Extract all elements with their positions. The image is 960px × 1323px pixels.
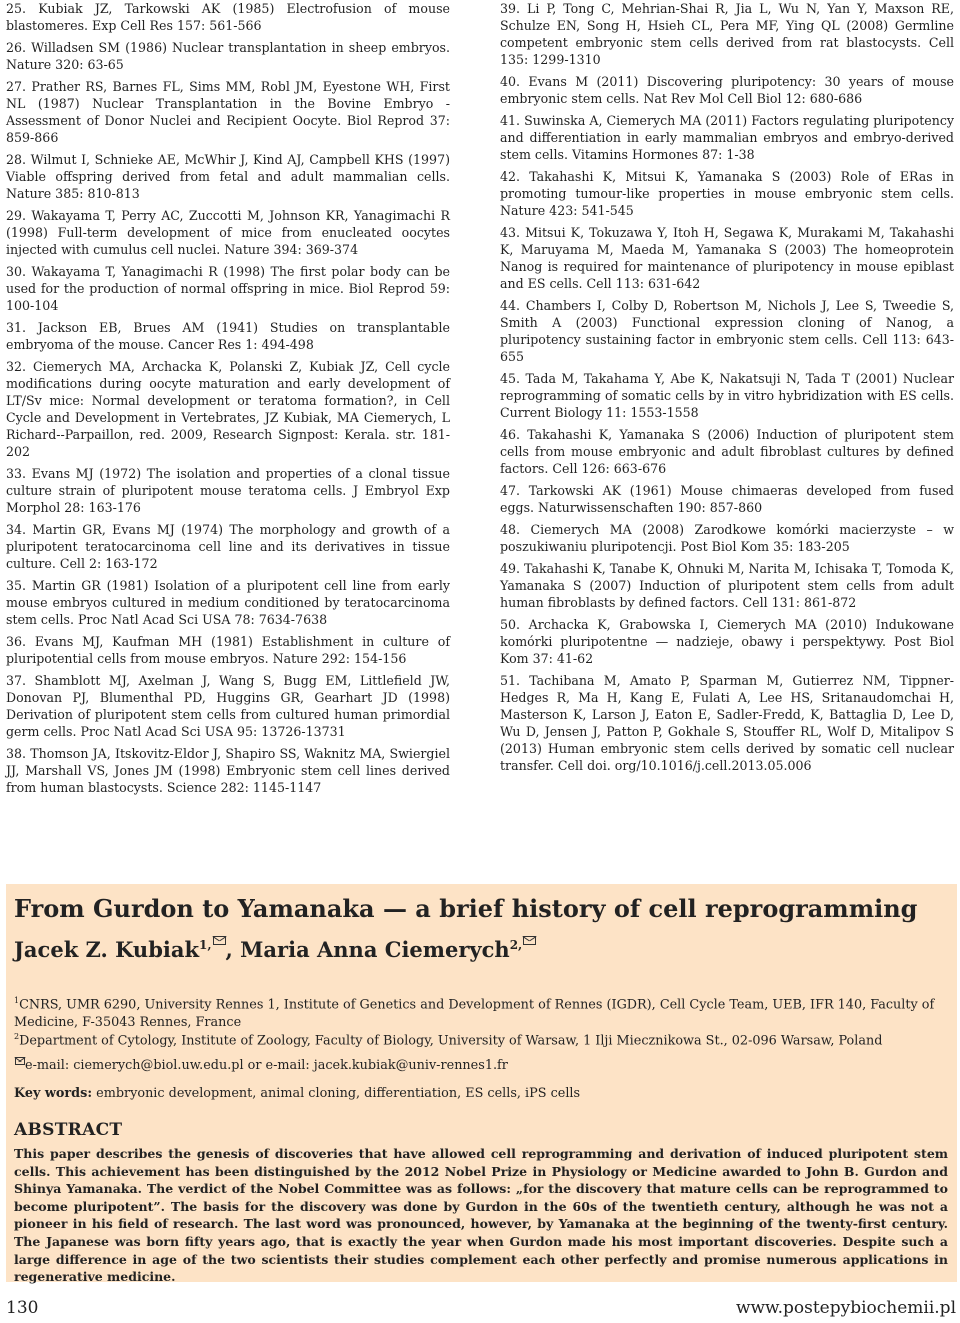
reference-item: 35. Martin GR (1981) Isolation of a pluripotent cell line from early mouse embryos cultured in medium conditioned by teratocarcinoma stem cells. Proc Natl Acad Sci USA 78: 7634-7638	[6, 578, 450, 627]
references-left-column	[6, 0, 450, 801]
article-title: From Gurdon to Yamanaka — a brief history of cell reprogramming	[14, 894, 918, 923]
reference-item: 51. Tachibana M, Amato P, Sparman M, Gutierrez NM, Tippner-Hedges R, Ma H, Kang E, Fulati A, Lee HS, Sritanaudomchai H, Masterson K, Larson J, Eaton E, Sadler-Fredd, K, Battaglia D, Lee D, Wu D, Jensen J, Patton P, Gokhale S, Stouffer RL, Wolf D, Mitalipov S (2013) Human embryonic stem cells derived by somatic cell nuclear transfer. Cell doi. org/10.1016/j.cell.2013.05.006	[500, 673, 954, 773]
reference-item: 41. Suwinska A, Ciemerych MA (2011) Factors regulating pluripotency and differentiation in early mammalian embryos and embryo-derived stem cells. Vitamins Hormones 87: 1-38	[500, 113, 954, 162]
affiliation-2: $^2$Department of Cytology, Institute of Zoology, Faculty of Biology, University of Warsaw, 1 Ilji Miecznikowa St., 02-096 Warsaw, Poland	[14, 1032, 883, 1049]
keywords-label: Key words:	[14, 1086, 93, 1101]
author-affiliation-marker: 2,	[509, 938, 523, 952]
author-separator: ,	[225, 937, 241, 962]
reference-item: 43. Mitsui K, Tokuzawa Y, Itoh H, Segawa K, Murakami M, Takahashi K, Maruyama M, Maeda M, Yamanaka S (2003) The homeoprotein Nanog is required for maintenance of pluripotency in mouse epiblast and ES cells. Cell 113: 631-642	[500, 225, 955, 291]
reference-item: 45. Tada M, Takahama Y, Abe K, Nakatsuji N, Tada T (2001) Nuclear reprogramming of somatic cells by in vitro hybridization with ES cells. Current Biology 11: 1553-1558	[500, 371, 954, 420]
reference-item: 44. Chambers I, Colby D, Robertson M, Nichols J, Lee S, Tweedie S, Smith A (2003) Functional expression cloning of Nanog, a pluripotency sustaining factor in embryonic stem cells. Cell 113: 643-655	[500, 298, 954, 364]
reference-item: 39. Li P, Tong C, Mehrian-Shai R, Jia L, Wu N, Yan Y, Maxson RE, Schulze EN, Song H, Hsieh CL, Pera MF, Ying QL (2008) Germline competent embryonic stem cells derived from rat blastocysts. Cell 135: 1299-1310	[500, 1, 954, 67]
reference-item: 34. Martin GR, Evans MJ (1974) The morphology and growth of a pluripotent teratocarcinoma cell line and its derivatives in tissue culture. Cell 2: 163-172	[6, 522, 450, 571]
author-name: Jacek Z. Kubiak	[14, 937, 200, 962]
email-line: e-mail: ciemerych@biol.uw.edu.pl or e-mail: jacek.kubiak@univ-rennes1.fr	[14, 1057, 944, 1075]
reference-item: 30. Wakayama T, Yanagimachi R (1998) The first polar body can be used for the production of normal offspring in mice. Biol Reprod 59: 100-104	[6, 264, 450, 313]
reference-item: 47. Tarkowski AK (1961) Mouse chimaeras developed from fused eggs. Naturwissenschaften 190: 857-860	[500, 483, 954, 515]
reference-item: 31. Jackson EB, Brues AM (1941) Studies on transplantable embryoma of the mouse. Cancer Res 1: 494-498	[6, 320, 450, 352]
keywords	[14, 1086, 580, 1101]
author-affiliation-marker: 1,	[199, 938, 212, 952]
reference-item: 49. Takahashi K, Tanabe K, Ohnuki M, Narita M, Ichisaka T, Tomoda K, Yamanaka S (2007) Induction of pluripotent stem cells from adult human fibroblasts by defined factors. Cell 131: 861-872	[500, 561, 954, 610]
reference-item: 28. Wilmut I, Schnieke AE, McWhir J, Kind AJ, Campbell KHS (1997) Viable offspring derived from fetal and adult mammalian cells. Nature 385: 810-813	[6, 152, 450, 201]
reference-item: 50. Archacka K, Grabowska I, Ciemerych MA (2010) Indukowane komórki pluripotentne — nadzieje, obawy i perspektywy. Post Biol Kom 37: 41-62	[500, 617, 954, 666]
envelope-icon	[523, 936, 536, 945]
reference-item: 29. Wakayama T, Perry AC, Zuccotti M, Johnson KR, Yanagimachi R (1998) Full-term development of mice from enucleated oocytes injected with cumulus cell nuclei. Nature 394: 369-374	[6, 208, 450, 257]
reference-item: 40. Evans M (2011) Discovering pluripotency: 30 years of mouse embryonic stem cells. Nat Rev Mol Cell Biol 12: 680-686	[500, 74, 954, 106]
article-header-box	[6, 884, 957, 1285]
reference-item: 26. Willadsen SM (1986) Nuclear transplantation in sheep embryos. Nature 320: 63-65	[6, 40, 450, 72]
page-number: 130	[6, 1298, 39, 1318]
reference-item: 25. Kubiak JZ, Tarkowski AK (1985) Electrofusion of mouse blastomeres. Exp Cell Res 157: 561-566	[6, 1, 450, 33]
reference-item: 36. Evans MJ, Kaufman MH (1981) Establishment in culture of pluripotential cells from mouse embryos. Nature 292: 154-156	[6, 634, 450, 666]
reference-item: 33. Evans MJ (1972) The isolation and properties of a clonal tissue culture strain of pluripotent mouse teratoma cells. J Embryol Exp Morphol 28: 163-176	[6, 466, 450, 515]
author-line	[14, 936, 536, 964]
reference-item: 27. Prather RS, Barnes FL, Sims MM, Robl JM, Eyestone WH, First NL (1987) Nuclear Transplantation in the Bovine Embryo - Assessment of Donor Nuclei and Recipient Oocyte. Biol Reprod 37: 859-866	[6, 79, 450, 145]
reference-item: 32. Ciemerych MA, Archacka K, Polanski Z, Kubiak JZ, Cell cycle modifications during oocyte maturation and early development of LT/Sv mice: Normal development or teratoma formation?, in Cell Cycle and Development in Vertebrates, JZ Kubiak, MA Ciemerych, L Richard--Parpaillon, red. 2009, Research Signpost: Kerala. str. 181-202	[6, 359, 450, 459]
reference-item: 37. Shamblott MJ, Axelman J, Wang S, Bugg EM, Littlefield JW, Donovan PJ, Blumenthal PD, Huggins GR, Gearhart JD (1998) Derivation of pluripotent stem cells from cultured human primordial germ cells. Proc Natl Acad Sci USA 95: 13726-13731	[6, 673, 450, 739]
keywords-text: embryonic development, animal cloning, differentiation, ES cells, iPS cells	[92, 1086, 581, 1101]
envelope-icon	[15, 1057, 25, 1065]
author-name: Maria Anna Ciemerych	[240, 937, 510, 962]
envelope-icon	[213, 936, 226, 945]
reference-item: 48. Ciemerych MA (2008) Zarodkowe komórki macierzyste – w poszukiwaniu pluripotencji. Post Biol Kom 35: 183-205	[500, 522, 954, 554]
abstract-text: This paper describes the genesis of discoveries that have allowed cell reprogramming and derivation of induced pluripotent stem cells. This achievement has been distinguished by the 2012 Nobel Prize in Physiology or Medicine awarded to John B. Gurdon and Shinya Yamanaka. The verdict of the Nobel Committee was as follows: „for the discovery that mature cells can be reprogrammed to become pluripotent”. The basis for the discovery was done by Gurdon in the 60s of the twentieth century, although he was not a pioneer in his field of research. The last word was pronounced, however, by Yamanaka at the beginning of the twenty-first century. The Japanese was born fifty years ago, that is exactly the year when Gurdon made his most important discoveries. Despite such a large difference in age of the two scientists their studies complement each other perfectly and promise numerous applications in regenerative medicine.	[14, 1146, 948, 1285]
reference-item: 46. Takahashi K, Yamanaka S (2006) Induction of pluripotent stem cells from mouse embryonic and adult fibroblast cultures by defined factors. Cell 126: 663-676	[500, 427, 954, 476]
journal-url: www.postepybiochemii.pl	[735, 1298, 956, 1318]
reference-item: 42. Takahashi K, Mitsui K, Yamanaka S (2003) Role of ERas in promoting tumour-like properties in mouse embryonic stem cells. Nature 423: 541-545	[500, 169, 954, 218]
reference-item: 38. Thomson JA, Itskovitz-Eldor J, Shapiro SS, Waknitz MA, Swiergiel JJ, Marshall VS, Jones JM (1998) Embryonic stem cell lines derived from human blastocysts. Science 282: 1145-1147	[6, 746, 450, 795]
abstract-heading: ABSTRACT	[14, 1120, 123, 1140]
references-right-column	[500, 0, 954, 779]
affiliation-1: $^1$CNRS, UMR 6290, University Rennes 1, Institute of Genetics and Development of Rennes (IGDR), Cell Cycle Team, UEB, IFR 140, Faculty of Medicine, F-35043 Rennes, France	[14, 996, 935, 1031]
